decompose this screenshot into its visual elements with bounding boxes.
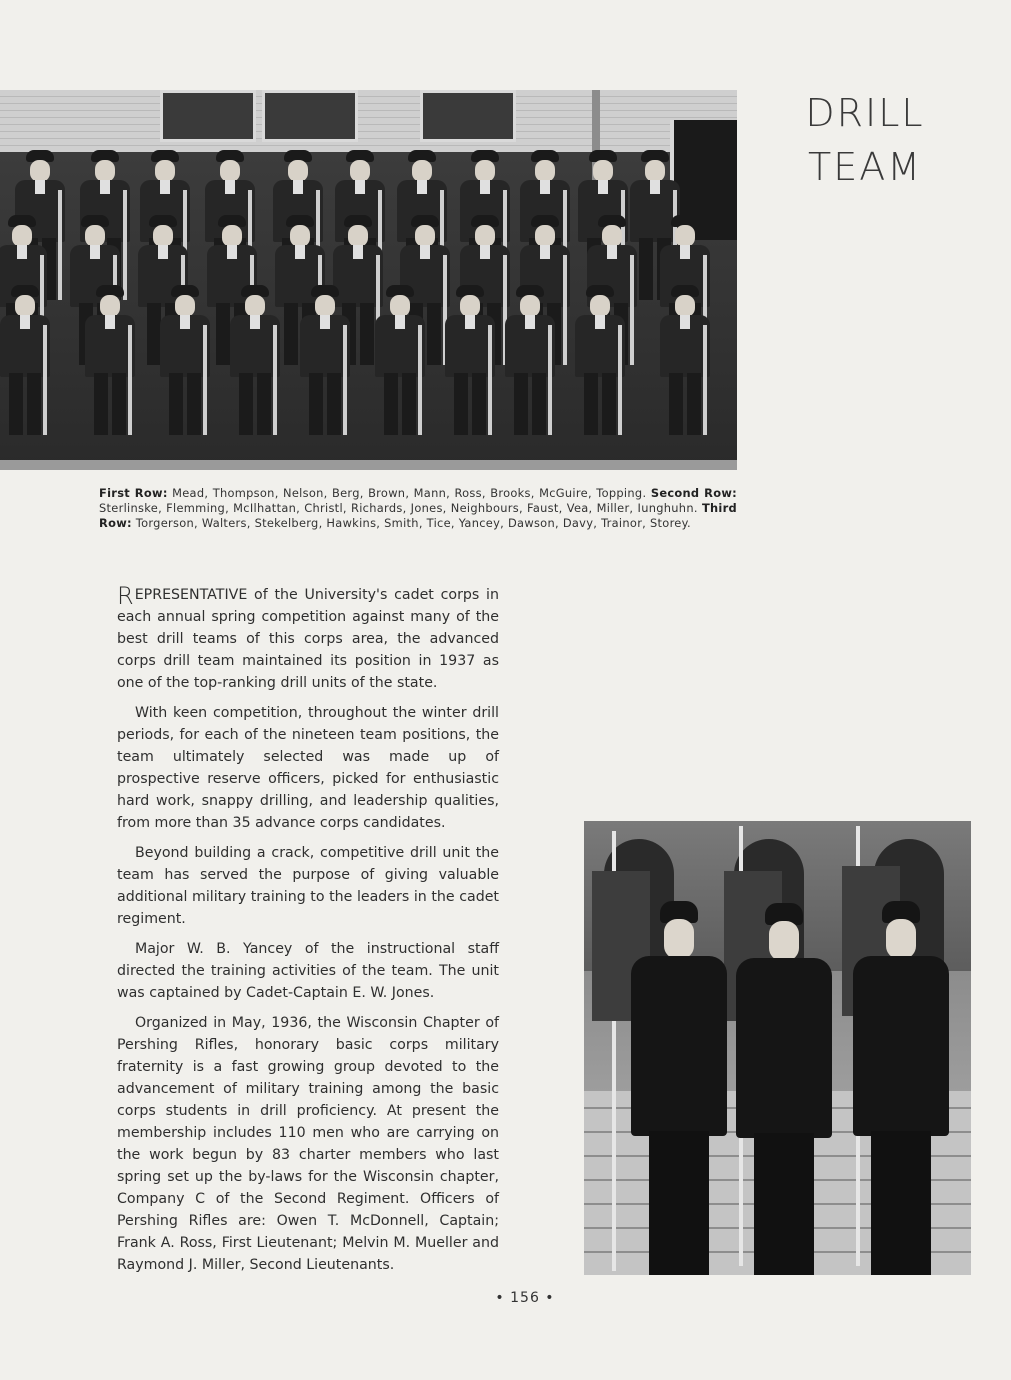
- color-guard-cadet: [846, 901, 956, 1275]
- third-row-names: Torgerson, Walters, Stekelberg, Hawkins, Smith, Tice, Yancey, Dawson, Davy, Trainor, Storey.: [135, 516, 691, 530]
- cadet-figure: [370, 285, 430, 445]
- article-paragraph: With keen competition, throughout the winter drill periods, for each of the nineteen team positions, the team ultimately selected was made up of prospective reserve officers, picked for enthusiastic hard work, snappy drilling, and leadership qualities, from more than 35 advance corps candidates.: [117, 705, 499, 831]
- drop-cap: R: [117, 582, 134, 610]
- section-title: [790, 86, 940, 194]
- cadet-figure: [225, 285, 285, 445]
- building-window: [420, 90, 516, 142]
- color-guard-cadet: [624, 901, 734, 1275]
- building-window: [262, 90, 358, 142]
- paragraph-text: EPRESENTATIVE of the University's cadet corps in each annual spring competition against many of the best drill teams of this corps area, the advanced corps drill team maintained its position in 1937 as one of the top-ranking drill units of the state.: [117, 587, 499, 691]
- first-row-label: First Row:: [99, 486, 168, 500]
- color-guard-cadet: [729, 903, 839, 1275]
- ground-strip: [0, 460, 737, 470]
- brick-wall-background: [0, 90, 737, 152]
- article-body: [117, 584, 499, 1284]
- cadet-figure: [655, 285, 715, 445]
- cadet-figure: [440, 285, 500, 445]
- cadet-figure: [570, 285, 630, 445]
- section-title-line-2: TEAM: [807, 145, 922, 189]
- article-paragraph: Organized in May, 1936, the Wisconsin Chapter of Pershing Rifles, honorary basic corps military fraternity is a fast growing group devoted to the advancement of military training among the basic corps students in drill proficiency. At present the membership includes 110 men who are carrying on the work begun by 83 charter members who last spring set up the by-laws for the Wisconsin chapter, Company C of the Second Regiment. Officers of Pershing Rifles are: Owen T. McDonnell, Captain; Frank A. Ross, First Lieutenant; Melvin M. Mueller and Raymond J. Miller, Second Lieutenants.: [117, 1015, 499, 1273]
- cadet-figure: [155, 285, 215, 445]
- article-paragraph: [117, 584, 499, 694]
- first-row-names: Mead, Thompson, Nelson, Berg, Brown, Mann, Ross, Brooks, McGuire, Topping.: [172, 486, 647, 500]
- page-number: • 156 •: [495, 1290, 555, 1306]
- drill-team-group-photo: [0, 90, 737, 470]
- article-paragraph: Beyond building a crack, competitive drill unit the team has served the purpose of giving valuable additional military training to the leaders in the cadet regiment.: [117, 845, 499, 927]
- section-title-line-1: DRILL: [805, 91, 925, 135]
- second-row-label: Second Row:: [650, 486, 738, 500]
- third-row-label: Third Row:: [99, 501, 738, 530]
- cadet-figure: [0, 285, 55, 445]
- cadet-figure: [500, 285, 560, 445]
- building-window: [160, 90, 256, 142]
- second-row-names: Sterlinske, Flemming, McIlhattan, Christl, Richards, Jones, Neighbours, Faust, Vea, Miller, Iunghuhn.: [99, 501, 698, 515]
- article-paragraph: Major W. B. Yancey of the instructional staff directed the training activities of the team. The unit was captained by Cadet-Captain E. W. Jones.: [117, 941, 499, 1001]
- photo-caption: [99, 486, 737, 531]
- color-guard-photo: [584, 821, 971, 1275]
- cadet-figure: [80, 285, 140, 445]
- cadet-figure: [295, 285, 355, 445]
